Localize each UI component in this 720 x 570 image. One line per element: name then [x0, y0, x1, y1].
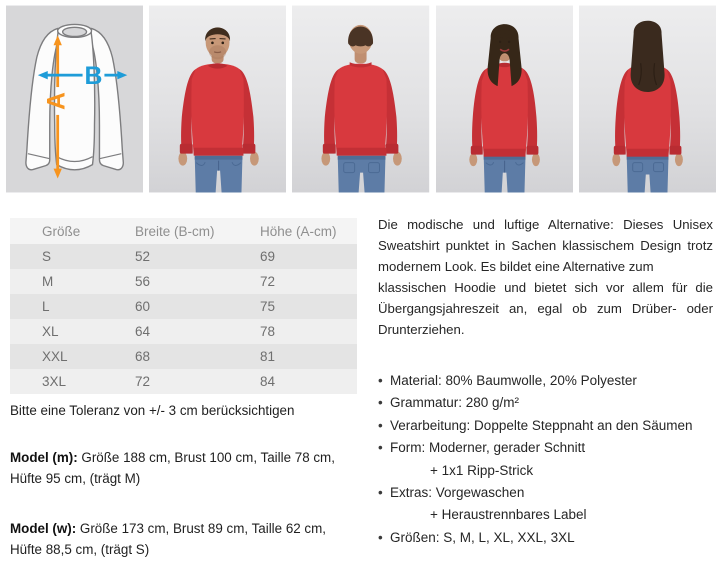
list-item	[378, 527, 713, 549]
table-row	[10, 344, 357, 369]
feature-text: Form: Moderner, gerader Schnitt	[390, 440, 586, 456]
feature-list	[378, 370, 713, 549]
size-cell: XL	[10, 319, 135, 344]
product-image-strip	[6, 5, 716, 193]
col-header-breite: Breite (B-cm)	[135, 218, 260, 244]
model-m-label: Model (m):	[10, 450, 78, 465]
feature-text: Extras: Vorgewaschen	[390, 485, 525, 501]
size-cell: S	[10, 244, 135, 269]
bullet-icon: •	[378, 440, 383, 456]
width-cell: 72	[135, 369, 260, 394]
size-cell: 3XL	[10, 369, 135, 394]
height-cell: 81	[260, 344, 357, 369]
feature-sub-text: + Heraustrennbares Label	[430, 507, 587, 523]
product-description-column	[378, 214, 713, 549]
description-part-2: klassischen Hoodie und bietet sich vor allem für die Übergangsjahreszeit an, egal ob zum Drüber- oder Drunterziehen.	[378, 280, 713, 337]
model-w-label: Model (w):	[10, 521, 77, 536]
list-item	[378, 370, 713, 392]
table-row	[10, 269, 357, 294]
height-cell: 75	[260, 294, 357, 319]
bullet-icon: •	[378, 373, 383, 388]
height-cell: 78	[260, 319, 357, 344]
width-cell: 60	[135, 294, 260, 319]
photo-male-back	[292, 5, 429, 193]
list-item	[378, 415, 713, 437]
feature-sub-text: + 1x1 Ripp-Strick	[430, 462, 534, 478]
size-info-column	[10, 218, 357, 560]
width-cell: 56	[135, 269, 260, 294]
model-w-details: Größe 173 cm, Brust 89 cm, Taille 62 cm, Hüfte 88,5 cm, (trägt S)	[10, 521, 327, 557]
height-cell: 72	[260, 269, 357, 294]
bullet-icon: •	[378, 529, 383, 545]
bullet-icon: •	[378, 417, 383, 433]
size-diagram-panel	[6, 5, 143, 193]
photo-male-front	[149, 5, 286, 193]
list-item	[378, 392, 713, 414]
col-header-groesse: Größe	[10, 218, 135, 244]
list-item	[378, 437, 713, 459]
table-row	[10, 369, 357, 394]
size-cell: M	[10, 269, 135, 294]
height-cell: 84	[260, 369, 357, 394]
product-description	[378, 214, 713, 340]
table-row	[10, 244, 357, 269]
col-header-hoehe: Höhe (A-cm)	[260, 218, 357, 244]
height-cell: 69	[260, 244, 357, 269]
size-cell: L	[10, 294, 135, 319]
size-table-header-row	[10, 218, 357, 244]
feature-text: Material: 80% Baumwolle, 20% Polyester	[390, 373, 637, 388]
feature-text: Verarbeitung: Doppelte Steppnaht an den Säumen	[390, 417, 693, 433]
model-w-info	[10, 518, 350, 560]
description-part-1: Die modische und luftige Alternative: Dieses Unisex Sweatshirt punktet in Sachen klassischem Design trotz modernem Look. Es bildet eine Alternative zum	[378, 217, 713, 274]
width-cell: 64	[135, 319, 260, 344]
bullet-icon: •	[378, 485, 383, 501]
size-cell: XXL	[10, 344, 135, 369]
feature-text: Grammatur: 280 g/m²	[390, 395, 520, 411]
model-m-info	[10, 447, 350, 489]
list-item	[378, 482, 713, 504]
size-table	[10, 218, 357, 394]
sweatshirt-measure-diagram-icon	[6, 5, 143, 193]
tolerance-note: Bitte eine Toleranz von +/- 3 cm berücksichtigen	[10, 403, 295, 418]
width-cell: 52	[135, 244, 260, 269]
bullet-icon: •	[378, 395, 383, 411]
feature-text: Größen: S, M, L, XL, XXL, 3XL	[390, 529, 575, 545]
table-row	[10, 294, 357, 319]
photo-female-back	[579, 5, 716, 193]
photo-female-front	[436, 5, 573, 193]
label-a: A	[43, 92, 71, 110]
label-b: B	[84, 63, 103, 91]
width-cell: 68	[135, 344, 260, 369]
model-m-details: Größe 188 cm, Brust 100 cm, Taille 78 cm, Hüfte 95 cm, (trägt M)	[10, 450, 335, 486]
table-row	[10, 319, 357, 344]
